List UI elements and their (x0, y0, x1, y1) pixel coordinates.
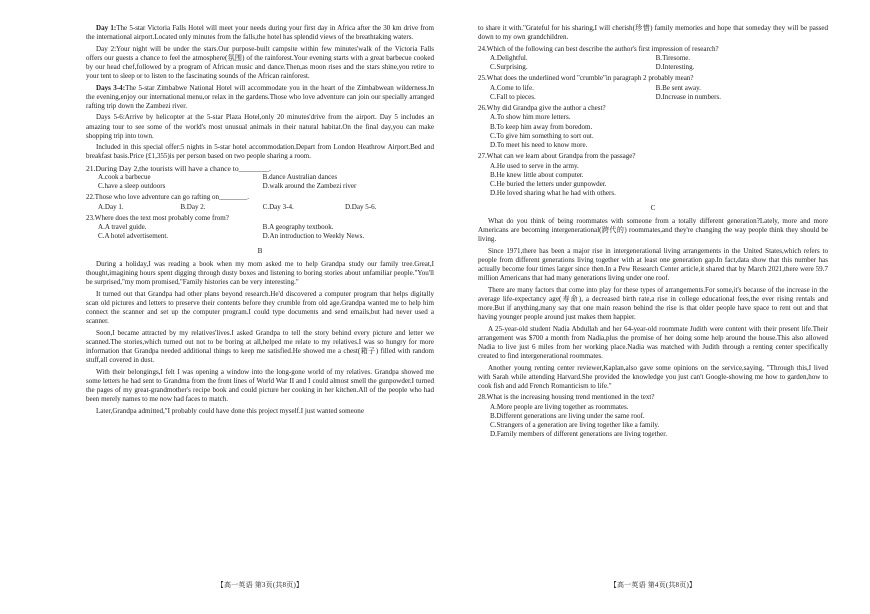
passage-a-days5-6: Days 5-6:Arrive by helicopter at the 5-star Plaza Hotel,only 20 minutes'drive from the airport. Day 5 includes an amazing tour to see some of the world's most unusual animals in their natural habitat.On the final day,you can make shopping trip into town. (86, 113, 434, 140)
option-24b: B.Tiresome. (655, 53, 691, 62)
question-23-stem: 23.Where does the text most probably come from? (86, 213, 229, 222)
option-22b: B.Day 2. (180, 202, 206, 211)
question-27-options (478, 162, 828, 199)
right-column (478, 24, 828, 442)
question-25-stem: 25.What does the underlined word "crumble"in paragraph 2 probably mean? (478, 74, 694, 83)
option-26a: A.To show him more letters. (490, 113, 571, 122)
passage-c-p2: Since 1971,there has been a major rise in intergenerational living arrangements in the United States,which refers to people from different generations living together with at least one generation gap.In fact,data show that this number has actually become four times larger since then.In a Pew Research Center article,it shared that by March 2021,there were 59.7 million Americans that had many generations living under one roof. (478, 246, 828, 283)
passage-b-continued: to share it with."Grateful for his sharing,I will cherish(珍惜) family memories and hope that someday they will be passed down to my own grandchildren. (478, 24, 828, 42)
passage-c-p4: A 25-year-old student Nadia Abdullah and her 64-year-old roommate Judith were content with their present life.Their arrangement was $700 a month from Nadia,plus the promise of her doing some help around the house.This also allowed Nadia to live just 6 miles from her working place.Nadia was matched with Judith through a renting center specifically created to find intergenerational roommates. (478, 324, 828, 361)
option-21a: A.cook a barbecue (98, 172, 151, 181)
option-26c: C.To give him something to sort out. (490, 131, 594, 140)
question-24-stem: 24.Which of the following can best describe the author's first impression of research? (478, 44, 719, 53)
option-28a: A.More people are living together as roommates. (490, 402, 629, 411)
option-23d: D.An introduction to Weekly News. (262, 232, 365, 241)
option-27d: D.He loved sharing what he had with others. (490, 189, 616, 198)
passage-b-p2: It turned out that Grandpa had other plans beyond research.He'd discovered a computer program that helps digitally scan old pictures and letters to preserve their contents before they crumble from old age.Grandpa wanted me to help him connect the scanner and set up the computer program.I could type documents and send emails,but had never used a scanner. (86, 289, 434, 326)
question-25-options (478, 84, 828, 103)
passage-c-p1: What do you think of being roommates with someone from a totally different generation?Lately, more and more Americans are becoming intergenerational(跨代的) roommates,and they're changing the way people think they should be living. (478, 216, 828, 244)
question-28-options (478, 403, 828, 440)
option-21b: B.dance Australian dances (262, 172, 338, 181)
option-25a: A.Come to life. (490, 83, 534, 92)
question-22-options (86, 203, 434, 212)
option-26d: D.To meet his need to know more. (490, 141, 588, 149)
page-footer-left: 【高一英语 第3页(共8页)】 (216, 581, 304, 589)
option-27c: C.He buried the letters under gunpowder. (490, 180, 607, 188)
option-24c: C.Surprising. (490, 63, 528, 71)
page-footer-right: 【高一英语 第4页(共8页)】 (609, 581, 697, 589)
option-22d: D.Day 5-6. (344, 202, 377, 211)
option-21d: D.walk around the Zambezi river (262, 182, 357, 190)
passage-b-p1: During a holiday,I was reading a book when my mom asked me to help Grandpa study our family tree.Great,I thought,imagining hours spent digging through dusty boxes and listening to boring stories about unfamiliar people."You'll be surprised,"my mom promised,"Family histories can be very interesting." (86, 259, 434, 287)
passage-a-offer: Included in this special offer:5 nights in 5-star hotel accommodation.Depart from London Heathrow Airport.Bed and breakfast basis.Price (£1,355)is per person based on two people sharing a room. (86, 143, 434, 161)
passage-c-p5: Another young renting center reviewer,Kaplan,also gave some opinions on the service,saying, "Through this,I lived with Sarah while attending Harvard.She provided the knowledge you just can't Google-showing me how to garden,how to cook fish and add French Romanticism to life." (478, 363, 828, 390)
option-23b: B.A geography textbook. (262, 223, 334, 231)
question-27-stem: 27.What can we learn about Grandpa from the passage? (478, 152, 636, 161)
section-b-heading: B (257, 246, 263, 255)
option-24d: D.Interesting. (655, 63, 695, 71)
passage-a-day1: Day 1:The 5-star Victoria Falls Hotel will meet your needs during your first day in Africa after the 30 km drive from the international airport.Located only minutes from the falls,the hotel has splendid views of the breathtaking waters. (86, 24, 434, 42)
option-22c: C.Day 3-4. (262, 202, 294, 211)
left-column (86, 24, 434, 418)
passage-b-p3: Soon,I became attracted by my relatives'lives.I asked Grandpa to tell the story behind every picture and letter we scanned.The stories,which turned out not to be boring at all,helped me relate to my relatives.I was so hungry for more information that Grandpa needed additional things to keep me satisfied.He showed me a chest(箱子) filled with random stuff,all covered in dust. (86, 328, 434, 365)
passage-b-p5: Later,Grandpa admitted,"I probably could have done this project myself.I just wanted someone (96, 406, 364, 415)
passage-a-days3-4: Days 3-4:The 5-star Zimbabwe National Hotel will accommodate you in the heart of the Zimbabwean wilderness.In the evening,enjoy our international menu,or relax in the gardens.Those who love adventure can join our specially arranged rafting trip down the Zambezi river. (86, 83, 435, 110)
option-25b: B.Be sent away. (655, 83, 701, 92)
option-21c: C.have a sleep outdoors (98, 182, 166, 190)
question-22-stem: 22.Those who love adventure can go rafting on________. (86, 193, 250, 202)
option-25d: D.Increase in numbers. (655, 92, 721, 101)
option-25c: C.Fall to pieces. (490, 92, 536, 101)
option-27b: B.He knew little about computer. (490, 170, 584, 179)
passage-c-p3: There are many factors that come into play for these types of arrangements.For some,it's because of the increase in the average life-expectancy age(寿命), a decreased birth rate,a rise in college educational fees,the ever rising rentals and more.But if anything,many say that one main reason behind the rise is that older people have space to rent out and that having younger people around just makes them happier. (478, 285, 828, 322)
section-c-heading: C (650, 203, 656, 212)
question-24-options (478, 54, 828, 73)
option-22a: A.Day 1. (98, 202, 124, 211)
question-26-stem: 26.Why did Grandpa give the author a chest? (478, 104, 606, 112)
option-28b: B.Different generations are living under the same roof. (490, 411, 645, 420)
question-21-options (86, 173, 434, 192)
option-27a: A.He used to serve in the army. (490, 161, 579, 170)
option-24a: A.Delightful. (490, 53, 528, 62)
option-23c: C.A hotel advertisement. (98, 232, 169, 241)
option-28d: D.Family members of different generations are living together. (490, 430, 667, 439)
passage-a-day2: Day 2:Your night will be under the stars.Our purpose-built campsite within few minutes'walk of the Victoria Falls offers our guests a chance to feel the atmosphere(氛围) of the rainforest.Your evening starts with a great barbecue cooked by our head chef,followed by a program of African music and dance.Then,as moon rises and the stars shine,you retire to your tent to sleep or to listen to the fascinating sounds of the African rainforest. (86, 44, 434, 81)
option-23a: A.A travel guide. (98, 223, 147, 231)
question-21-stem: 21.During Day 2,the tourists will have a chance to________. (86, 163, 271, 173)
passage-b-p4: With their belongings,I felt I was opening a window into the long-gone world of my relatives. Grandpa showed me some letters he had sent to Grandma from the front lines of World War II and I could almost smell the gunpowder.I turned the pages of my great-grandmother's recipe book and could picture her cooking in her kitchen.All of the people who had been merely names to me now had faces to match. (86, 367, 434, 404)
question-26-options (478, 113, 828, 150)
option-26b: B.To keep him away from boredom. (490, 122, 593, 131)
question-23-options (86, 223, 434, 242)
question-28-stem: 28.What is the increasing housing trend mentioned in the text? (478, 393, 655, 402)
option-28c: C.Strangers of a generation are living together like a family. (490, 421, 660, 429)
